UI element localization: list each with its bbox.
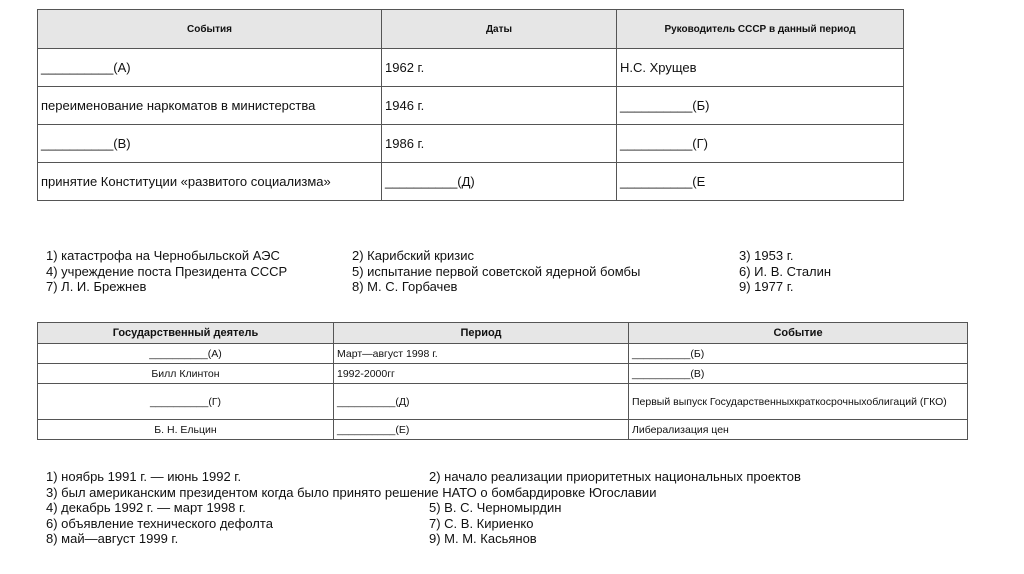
option-item: 6) объявление технического дефолта bbox=[46, 515, 273, 531]
cell-date: 1986 г. bbox=[382, 125, 617, 163]
cell-event: принятие Конституции «развитого социализма» bbox=[38, 163, 382, 201]
header-event: Событие bbox=[629, 323, 968, 344]
cell-leader: __________(Б) bbox=[617, 87, 904, 125]
option-item: 9) 1977 г. bbox=[739, 279, 794, 294]
cell-event: __________(А) bbox=[38, 49, 382, 87]
table-header-row bbox=[38, 10, 904, 49]
answer-options-column-1 bbox=[46, 248, 287, 295]
table-header-row bbox=[38, 323, 968, 344]
cell-event: Либерализация цен bbox=[629, 420, 968, 440]
option-item: 3) был американским президентом когда было принято решение НАТО о бомбардировке Югославии bbox=[46, 484, 657, 500]
option-item: 5) В. С. Черномырдин bbox=[429, 500, 562, 515]
cell-event: __________(В) bbox=[38, 125, 382, 163]
option-item: 3) 1953 г. bbox=[739, 248, 794, 263]
cell-event: Первый выпуск Государственныхкраткосрочныхоблигаций (ГКО) bbox=[629, 384, 968, 420]
answer-options-2-line-1-right bbox=[429, 469, 801, 485]
table-row bbox=[38, 384, 968, 420]
cell-statesman: __________(А) bbox=[38, 344, 334, 364]
option-item: 7) С. В. Кириенко bbox=[429, 515, 534, 531]
cell-event: __________(В) bbox=[629, 364, 968, 384]
cell-event: __________(Б) bbox=[629, 344, 968, 364]
table-row bbox=[38, 344, 968, 364]
option-item: 9) М. М. Касьянов bbox=[429, 531, 537, 546]
option-item: 5) испытание первой советской ядерной бомбы bbox=[352, 263, 641, 279]
answer-options-column-2 bbox=[352, 248, 640, 295]
option-item: 7) Л. И. Брежнев bbox=[46, 279, 147, 294]
option-item: 4) декабрь 1992 г. — март 1998 г. bbox=[46, 500, 246, 515]
answer-options-column-3 bbox=[739, 248, 831, 295]
cell-leader: __________(Е bbox=[617, 163, 904, 201]
table-row bbox=[38, 87, 904, 125]
cell-statesman: __________(Г) bbox=[38, 384, 334, 420]
cell-period: 1992-2000гг bbox=[334, 364, 629, 384]
cell-statesman: Билл Клинтон bbox=[38, 364, 334, 384]
cell-period: Март—август 1998 г. bbox=[334, 344, 629, 364]
statesmen-table bbox=[37, 322, 968, 440]
table-row bbox=[38, 364, 968, 384]
option-item: 8) май—август 1999 г. bbox=[46, 531, 179, 546]
cell-leader: __________(Г) bbox=[617, 125, 904, 163]
option-item: 4) учреждение поста Президента СССР bbox=[46, 263, 288, 279]
cell-event: переименование наркоматов в министерства bbox=[38, 87, 382, 125]
cell-period: __________(Д) bbox=[334, 384, 629, 420]
option-item: 6) И. В. Сталин bbox=[739, 263, 832, 279]
table-row bbox=[38, 163, 904, 201]
table-row bbox=[38, 420, 968, 440]
option-item: 2) начало реализации приоритетных национальных проектов bbox=[429, 469, 801, 484]
header-period: Период bbox=[334, 323, 629, 344]
answer-options-2-block bbox=[46, 485, 656, 547]
cell-date: 1962 г. bbox=[382, 49, 617, 87]
option-item: 1) ноябрь 1991 г. — июнь 1992 г. bbox=[46, 469, 242, 484]
option-item: 1) катастрофа на Чернобыльской АЭС bbox=[46, 248, 280, 263]
answer-options-2-line-1-left bbox=[46, 469, 241, 485]
header-events: События bbox=[38, 10, 382, 49]
header-leader: Руководитель СССР в данный период bbox=[617, 10, 904, 49]
header-statesman: Государственный деятель bbox=[38, 323, 334, 344]
option-item: 2) Карибский кризис bbox=[352, 248, 474, 263]
cell-period: __________(Е) bbox=[334, 420, 629, 440]
table-row bbox=[38, 125, 904, 163]
cell-date: __________(Д) bbox=[382, 163, 617, 201]
table-row bbox=[38, 49, 904, 87]
cell-leader: Н.С. Хрущев bbox=[617, 49, 904, 87]
option-item: 8) М. С. Горбачев bbox=[352, 279, 458, 294]
events-table-ussr bbox=[37, 9, 904, 201]
header-dates: Даты bbox=[382, 10, 617, 49]
cell-statesman: Б. Н. Ельцин bbox=[38, 420, 334, 440]
cell-date: 1946 г. bbox=[382, 87, 617, 125]
